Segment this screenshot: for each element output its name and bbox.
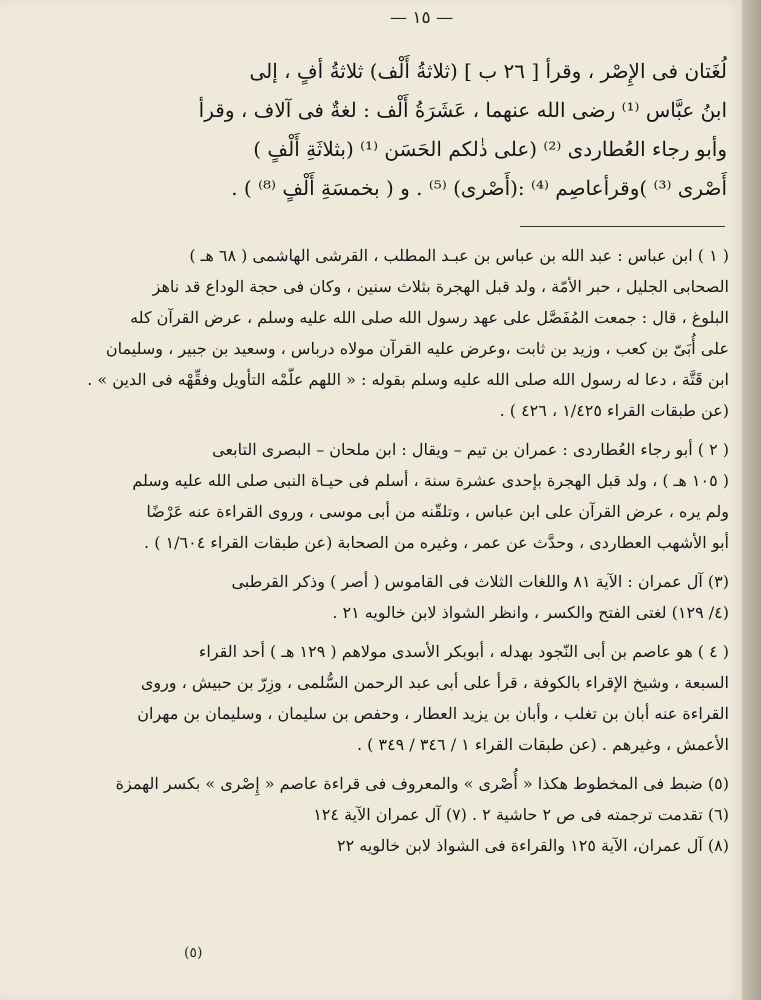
- footnote-line: ( ٢ ) أبو رجاء العُطاردى : عمران بن تيم – ويقال : ابن ملحان – البصرى التابعى: [212, 440, 729, 459]
- footnote-line: (٨) آل عمران، الآية ١٢٥ والقراءة فى الشواذ لابن خالويه ٢٢: [336, 836, 729, 855]
- footnote-line: (٣) آل عمران : الآية ٨١ واللغات الثلاث فى القاموس ( أصر ) وذكر القرطبى: [231, 572, 729, 591]
- main-text-line: ابنُ عبَّاس ⁽¹⁾ رضى الله عنهما ، عَشَرَةُ أَلْف : لغةٌ فى آلاف ، وقرأ: [198, 98, 727, 122]
- page-number: — ١٥ —: [390, 8, 454, 28]
- footnote-line: (عن طبقات القراء ١/٤٢٥ ، ٤٢٦ ) .: [499, 401, 729, 420]
- footnote-line: القراءة عنه أبان بن تغلب ، وأبان بن يزيد العطار ، وحفص بن سليمان ، وسليمان بن مهران: [137, 704, 729, 723]
- main-text-line: لُغَتان فى الإِصْر ، وقرأ [ ٢٦ ب ] (ثلاثةُ أَلْف) ثلاثةُ أفٍ ، إلى: [249, 59, 727, 83]
- footnote-line: ابن قَتَّة ، دعا له رسول الله صلى الله عليه وسلم بقوله : « اللهم علّمْه التأويل وفقِّهْه فى الدين » .: [87, 370, 729, 389]
- footnote-line: ( ١ ) ابن عباس : عبد الله بن عباس بن عبـد المطلب ، القرشى الهاشمى ( ٦٨ هـ ): [189, 246, 729, 265]
- page-footer-mark: (٥): [184, 945, 203, 961]
- footnote-line: السبعة ، وشيخ الإقراء بالكوفة ، قرأ على أبى عبد الرحمن السُّلمى ، وزِرّ بن حبيش ، وروى: [140, 673, 729, 692]
- footnote-line: (٤/ ١٢٩) لغتى الفتح والكسر ، وانظر الشواذ لابن خالويه ٢١ .: [332, 603, 729, 622]
- footnote-line: ولم يره ، عرض القرآن على ابن عباس ، وتلقّنه من أبى موسى ، وروى القراءة عنه عَرْضًا: [146, 502, 729, 521]
- main-text-line: وأبو رجاء العُطاردى ⁽²⁾ (على ذٰلكم الحَسَن ⁽¹⁾ (بثلاثَةِ أَلْفٍ ): [253, 137, 727, 161]
- page-edge: [742, 0, 761, 1000]
- footnotes-block: [60, 240, 729, 869]
- footnote-1: [60, 240, 729, 426]
- footnote-line: أبو الأشهب العطاردى ، وحدَّث عن عمر ، وغيره من الصحابة (عن طبقات القراء ١/٦٠٤ ) .: [144, 533, 729, 552]
- footnote-5-8: [60, 768, 729, 861]
- footnote-line: (٥) ضبط فى المخطوط هكذا « أُصْرى » والمعروف فى قراءة عاصم « إِصْرى » بكسر الهمزة: [115, 774, 729, 793]
- footnote-4: [60, 636, 729, 760]
- footnote-line: الصحابى الجليل ، حبر الأمّة ، ولد قبل الهجرة بثلاث سنين ، وكان فى حجة الوداع قد ناهز: [152, 277, 729, 296]
- footnote-3: [60, 566, 729, 628]
- footnote-2: [60, 434, 729, 558]
- footnote-line: (٦) تقدمت ترجمته فى ص ٢ حاشية ٢ . (٧) آل عمران الآية ١٢٤: [313, 805, 729, 824]
- footnote-line: ( ٤ ) هو عاصم بن أبى النّجود بهدله ، أبوبكر الأسدى مولاهم ( ١٢٩ هـ ) أحد القراء: [198, 642, 729, 661]
- footnote-line: الأعمش ، وغيرهم . (عن طبقات القراء ١ / ٣٤٦ / ٣٤٩ ) .: [356, 735, 729, 754]
- footnote-divider: [520, 226, 725, 227]
- main-text-line: أَصْرى ⁽³⁾ )وقرأعاصِم ⁽⁴⁾ :(أَصْرى) ⁽⁵⁾ . و ( بخمسَةِ أَلْفٍ ⁽⁸⁾ ) .: [231, 176, 727, 200]
- main-text-block: [55, 52, 727, 208]
- footnote-line: ( ١٠٥ هـ ) ، ولد قبل الهجرة بإحدى عشرة سنة ، أسلم فى حيـاة النبى صلى الله عليه وسلم: [132, 471, 729, 490]
- footnote-line: على أُبَىّ بن كعب ، وزيد بن ثابت ،وعرض عليه القرآن مولاه درباس ، وسعيد بن جبير ، وسليمان: [105, 339, 729, 358]
- footnote-line: البلوغ ، قال : جمعت المُفَصَّل على عهد رسول الله صلى الله عليه وسلم ، عرض القرآن كله: [130, 308, 729, 327]
